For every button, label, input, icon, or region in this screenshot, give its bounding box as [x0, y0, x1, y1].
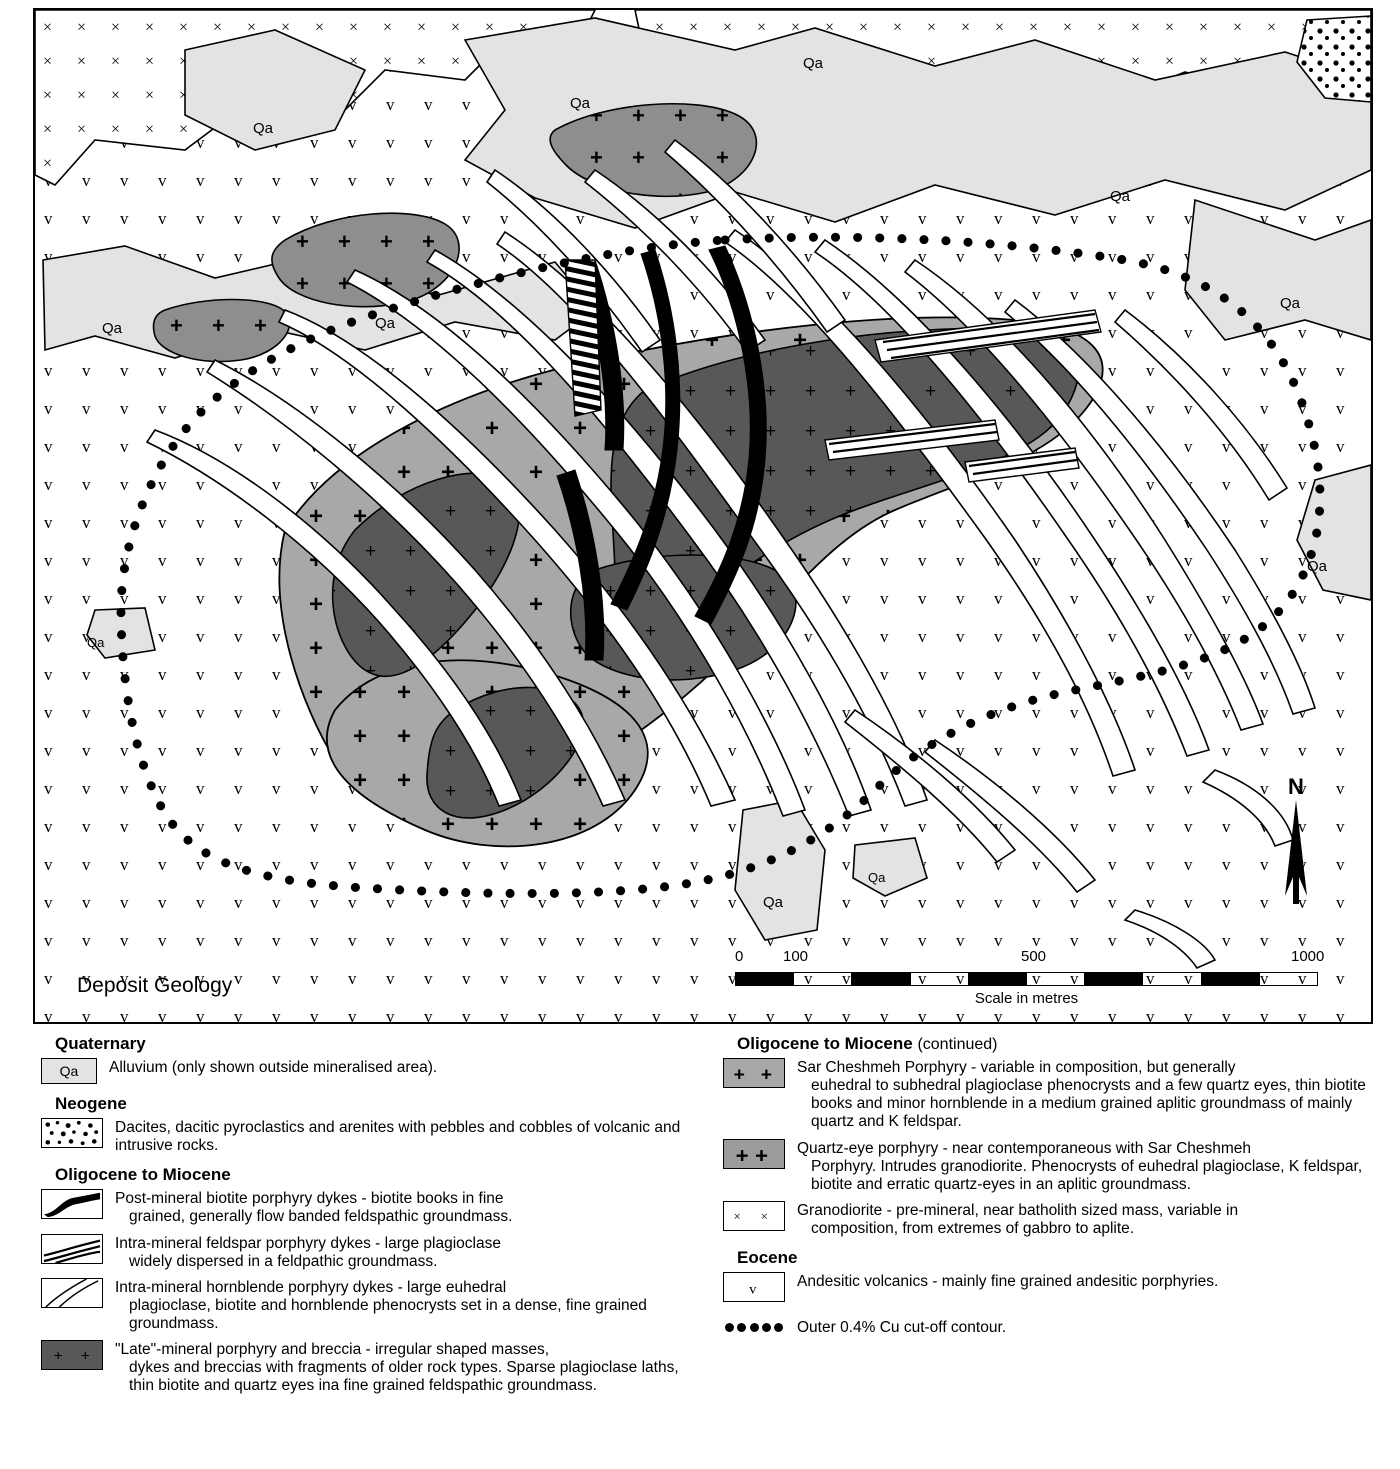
- svg-text:+: +: [80, 1347, 90, 1365]
- swatch-alluvium: [41, 1058, 97, 1084]
- north-arrow-icon: [1273, 800, 1319, 905]
- legend-text-intra-mineral-feldspar: [115, 1234, 501, 1271]
- legend-text-qep-line2: Porphyry. Intrudes granodiorite. Phenocrysts of euhedral plagioclase, K feldspar, biotite and erratic quartz-eyes in an aplitic groundmass.: [811, 1157, 1363, 1193]
- svg-text:+: +: [733, 1064, 745, 1086]
- legend-item-sar-cheshmeh-porphyry: [723, 1058, 1373, 1132]
- map-label-qa: Qa: [803, 55, 824, 72]
- swatch-dacite: [41, 1118, 103, 1148]
- svg-text:+: +: [760, 1064, 773, 1086]
- legend-text-late-mineral-breccia: [115, 1340, 701, 1395]
- svg-text:+: +: [53, 1347, 63, 1365]
- legend-text-gd-line1: Granodiorite - pre-mineral, near batholith sized mass, variable in: [797, 1201, 1239, 1219]
- legend-heading-om-continued: (continued): [917, 1036, 998, 1053]
- map-label-qa: Qa: [102, 320, 123, 337]
- legend-text-andesitic-volcanics: Andesitic volcanics - mainly fine grained andesitic porphyries.: [797, 1273, 1219, 1291]
- scale-tick-100: 100: [783, 948, 809, 965]
- legend-left-column: [41, 1034, 701, 1403]
- swatch-alluvium-label: Qa: [59, 1063, 79, 1079]
- swatch-quartz-eye-porphyry: [723, 1139, 785, 1169]
- svg-text:×: ×: [760, 1209, 768, 1224]
- swatch-intra-mineral-hornblende: [41, 1278, 103, 1308]
- legend-text-imf-line2: widely dispersed in a feldpathic groundmass.: [129, 1252, 438, 1270]
- scale-tick-500: 500: [1021, 948, 1047, 965]
- legend-item-andesitic-volcanics: [723, 1272, 1373, 1302]
- legend-heading-oligocene-miocene-cont: [737, 1034, 1373, 1054]
- legend-text-dacite-line1: Dacites, dacitic pyroclastics and arenites with pebbles and cobbles of volcanic and intrusive rocks.: [115, 1119, 681, 1155]
- legend-text-pm-line1: Post-mineral biotite porphyry dykes - biotite books in fine: [115, 1190, 504, 1208]
- legend-item-cu-contour: [723, 1318, 1373, 1337]
- legend-item-quartz-eye-porphyry: [723, 1139, 1373, 1194]
- legend-item-late-mineral-breccia: [41, 1340, 701, 1395]
- legend-text-scp-line1: Sar Cheshmeh Porphyry - variable in composition, but generally: [797, 1059, 1236, 1076]
- legend: [33, 1034, 1373, 1464]
- legend-heading-om-text: Oligocene to Miocene: [737, 1034, 913, 1053]
- legend-text-sar-cheshmeh-porphyry: [797, 1058, 1373, 1132]
- map-label-qa: Qa: [763, 894, 784, 911]
- scale-tick-1000: 1000: [1291, 948, 1325, 965]
- map-label-qa: Qa: [375, 315, 396, 332]
- legend-heading-oligocene-miocene: Oligocene to Miocene: [55, 1165, 231, 1185]
- legend-text-lmb-line2: dykes and breccias with fragments of older rock types. Sparse plagioclase laths, thin biotite and quartz eyes ina fine grained feldspathic groundmass.: [129, 1359, 679, 1395]
- legend-item-post-mineral-biotite: [41, 1189, 701, 1226]
- scale-bar: [735, 948, 1345, 1010]
- legend-item-alluvium: [41, 1058, 701, 1084]
- dotted-contour-icon: [723, 1321, 785, 1335]
- legend-text-pm-line2: grained, generally flow banded feldspathic groundmass.: [129, 1208, 513, 1226]
- svg-text:+: +: [735, 1142, 749, 1167]
- legend-heading-neogene: Neogene: [55, 1094, 127, 1113]
- scale-bar-ticks: [735, 972, 1318, 986]
- swatch-intra-mineral-feldspar: [41, 1234, 103, 1264]
- scale-caption: Scale in metres: [974, 990, 1079, 1007]
- legend-item-intra-mineral-feldspar: [41, 1234, 701, 1271]
- legend-text-scp-line2: euhedral to subhedral plagioclase phenocrysts and a few quartz eyes, thin biotite books and minor hornblende in a medium grained aplitic groundmass of mainly quartz and K feldspar.: [811, 1077, 1366, 1131]
- north-letter: N: [1288, 774, 1304, 799]
- swatch-granodiorite: [723, 1201, 785, 1231]
- legend-right-column: [723, 1034, 1373, 1337]
- svg-text:×: ×: [733, 1209, 741, 1224]
- map-label-qa: Qa: [1110, 188, 1131, 205]
- legend-item-granodiorite: [723, 1201, 1373, 1238]
- map-label-qa: Qa: [570, 95, 591, 112]
- map-label-qa: Qa: [1307, 558, 1328, 575]
- legend-item-intra-mineral-hornblende: [41, 1278, 701, 1333]
- swatch-post-mineral-biotite: [41, 1189, 103, 1219]
- legend-text-imh-line2: plagioclase, biotite and hornblende phenocrysts set in a dense, fine grained groundmass.: [129, 1296, 647, 1332]
- legend-text-alluvium: Alluvium (only shown outside mineralised area).: [109, 1059, 438, 1076]
- legend-text-dacite: [115, 1118, 701, 1155]
- legend-text-qep-line1: Quartz-eye porphyry - near contemporaneous with Sar Cheshmeh: [797, 1139, 1252, 1157]
- svg-text:v: v: [749, 1281, 757, 1298]
- map-title: Deposit Geology: [77, 974, 233, 997]
- legend-text-quartz-eye-porphyry: [797, 1139, 1373, 1194]
- swatch-late-mineral-breccia: [41, 1340, 103, 1370]
- legend-text-cu-contour: Outer 0.4% Cu cut-off contour.: [797, 1319, 1007, 1337]
- swatch-sar-cheshmeh-porphyry: [723, 1058, 785, 1088]
- map-label-qa: Qa: [1280, 295, 1301, 312]
- svg-text:+: +: [754, 1142, 768, 1167]
- deposit-geology-map: [33, 8, 1373, 1024]
- legend-text-imf-line1: Intra-mineral feldspar porphyry dykes - large plagioclase: [115, 1234, 501, 1252]
- swatch-andesitic-volcanics: [723, 1272, 785, 1302]
- map-label-qa-small: Qa: [868, 870, 886, 885]
- legend-heading-eocene: Eocene: [737, 1248, 798, 1268]
- legend-text-intra-mineral-hornblende: [115, 1278, 701, 1333]
- legend-text-granodiorite: [797, 1201, 1238, 1238]
- legend-text-lmb-line1: "Late"-mineral porphyry and breccia - irregular shaped masses,: [115, 1341, 550, 1359]
- north-arrow: [1273, 774, 1319, 904]
- legend-text-gd-line2: composition, from extremes of gabbro to aplite.: [811, 1220, 1135, 1237]
- legend-text-imh-line1: Intra-mineral hornblende porphyry dykes - large euhedral: [115, 1278, 507, 1296]
- map-label-qa-small2: Qa: [87, 635, 105, 650]
- map-label-qa: Qa: [253, 120, 274, 137]
- scale-tick-0: 0: [735, 948, 744, 965]
- geology-map-svg: [35, 10, 1371, 1022]
- legend-heading-quaternary: Quaternary: [55, 1034, 146, 1053]
- legend-item-dacite: [41, 1118, 701, 1155]
- legend-text-post-mineral-biotite: [115, 1189, 512, 1226]
